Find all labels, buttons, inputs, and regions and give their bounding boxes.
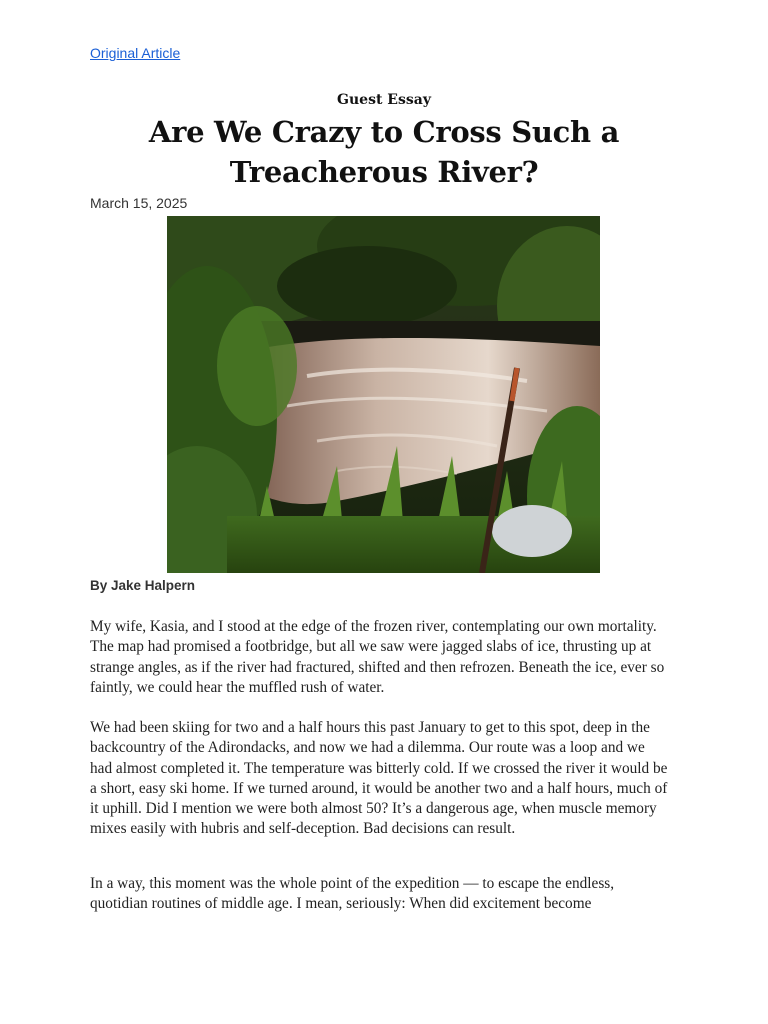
original-article-link[interactable]: Original Article [90, 45, 181, 61]
body-paragraph-1: My wife, Kasia, and I stood at the edge of the frozen river, contemplating our own mortality. The map had promised a footbridge, but all we saw were jagged slabs of ice, thrusting up at strange angles, as if the river had fractured, shifted and then refrozen. Beneath the ice, ever so faintly, we could hear the muffled rush of water. [90, 618, 665, 696]
article-date: March 15, 2025 [90, 195, 188, 211]
article-kicker: Guest Essay [337, 92, 431, 108]
article-photo-river [167, 216, 600, 573]
body-paragraph-2: We had been skiing for two and a half hours this past January to get to this spot, deep in the backcountry of the Adirondacks, and now we had a dilemma. Our route was a loop and we had almost completed it. The temperature was bitterly cold. If we crossed the river it would be a short, easy ski home. If we turned around, it would be another two and a half hours, much of it uphill. Did I mention we were both almost 50? It’s a dangerous age, when muscle memory mixes easily with hubris and self-deception. Bad decisions can result. [90, 719, 668, 838]
river-photo-illustration [167, 216, 600, 573]
article-headline: Are We Crazy to Cross Such a Treacherous River? [148, 115, 620, 189]
article-byline: By Jake Halpern [90, 578, 196, 593]
body-paragraph-3: In a way, this moment was the whole point of the expedition — to escape the endless, quotidian routines of middle age. I mean, seriously: When did excitement become [90, 875, 615, 913]
